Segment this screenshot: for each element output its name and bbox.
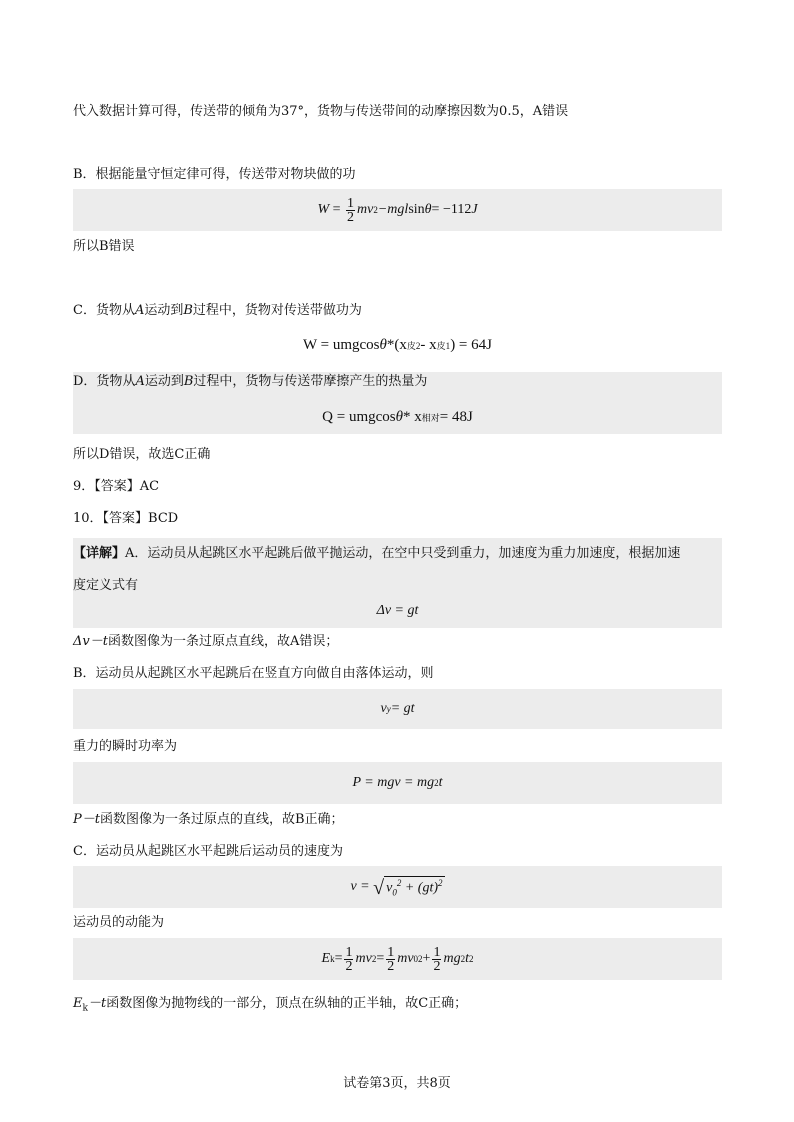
text-line-b-end: 所以B错误	[73, 239, 135, 254]
text-line-c2-intro: C．运动员从起跳区水平起跳后运动员的速度为	[73, 844, 343, 859]
equation-work-on-belt: W = umgcos θ *(x 皮2 - x 皮1 ) = 64J	[303, 336, 492, 353]
text-line-conclusion-a: 代入数据计算可得，传送带的倾角为37°，货物与传送带间的动摩擦因数为0.5，A错误	[73, 104, 569, 119]
text-line-a-end: Δv－t函数图像为一条过原点直线，故A错误；	[73, 634, 339, 649]
equation-dv: Δv = gt	[73, 597, 722, 625]
eq-w-fraction: $\frac{1}{2}$	[347, 195, 355, 225]
detail-tag: 【详解】	[73, 546, 126, 561]
text-line-d-end: 所以D错误，故选C正确	[73, 447, 211, 462]
text-line-ek-end: $E_k-t$函数图像为抛物线的一部分，顶点在纵轴的正半轴，故C正确；	[73, 996, 468, 1014]
text-line-power-intro: 重力的瞬时功率为	[73, 739, 178, 754]
page-footer: 试卷第3页，共8页	[343, 1076, 451, 1091]
text-line-c-intro: C．货物从A运动到B过程中，货物对传送带做功为	[73, 303, 362, 318]
equation-heat: Q = umgcos θ * x 相对 = 48J	[73, 402, 722, 432]
sqrt-symbol: √ $v_0^2 + (gt)^2$	[373, 876, 443, 899]
equation-vy: v y = gt	[73, 689, 722, 729]
text-line-b-intro: B．根据能量守恒定律可得，传送带对物块做的功	[73, 167, 356, 182]
text-line-ke-intro: 运动员的动能为	[73, 915, 165, 930]
equation-work-belt: W = $\frac{1}{2}$ mv 2 −mgl sin θ = −112 J	[73, 189, 722, 231]
text-line-d-block: D．货物从A运动到B过程中，货物与传送带摩擦产生的热量为	[73, 372, 722, 434]
equation-power: P = mgv = mg 2 t	[73, 762, 722, 804]
equation-velocity: v = √ $v_0^2 + (gt)^2$	[73, 866, 722, 908]
text-line-pt-end: P－t函数图像为一条过原点的直线，故B正确；	[73, 812, 344, 827]
eq-w-lhs: W	[317, 202, 330, 217]
answer-9: 9．【答案】AC	[73, 479, 160, 494]
answer-10: 10．【答案】BCD	[73, 511, 179, 526]
detail-block: 【详解】A．运动员从起跳区水平起跳后做平抛运动，在空中只受到重力，加速度为重力加速度，根据加速 度定义式有	[73, 538, 722, 628]
equation-kinetic-energy: E k = $\frac{1}{2}$ mv 2 = $\frac{1}{2}$ mv 0 2 + $\frac{1}{2}$ mg 2 t 2	[73, 938, 722, 980]
text-line-b2-intro: B．运动员从起跳区水平起跳后在竖直方向做自由落体运动，则	[73, 666, 434, 681]
